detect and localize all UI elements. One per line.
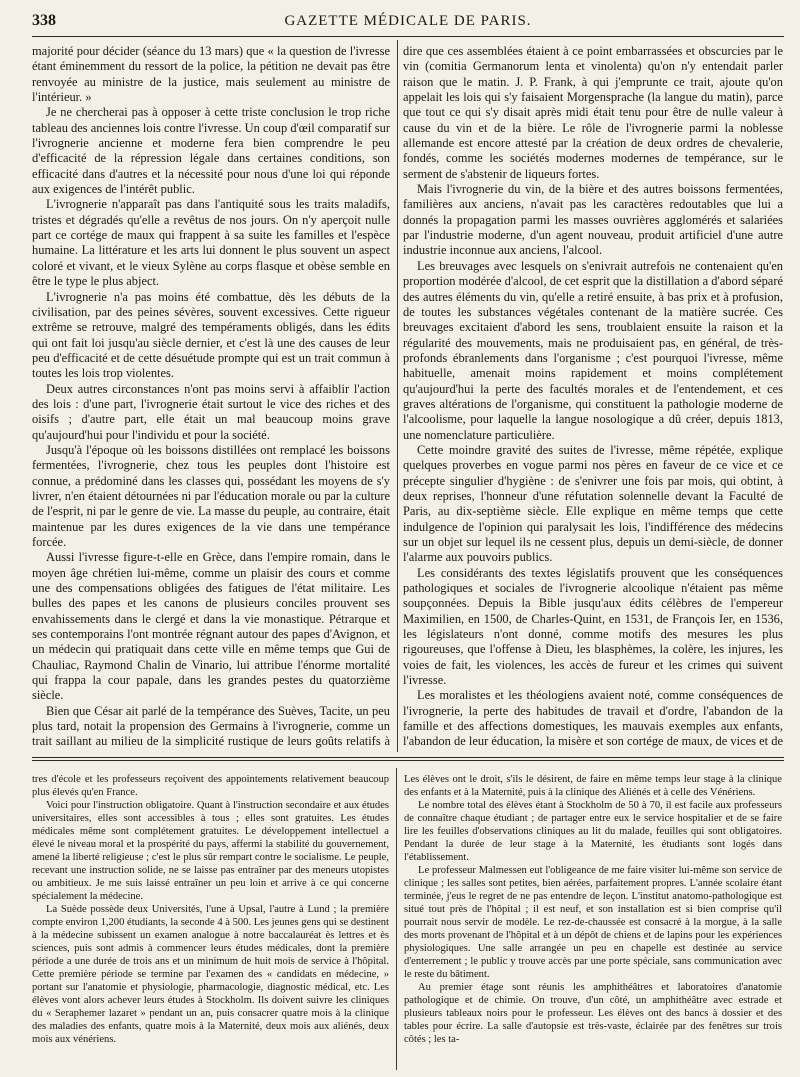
paragraph: Les élèves ont le droit, s'ils le désirent, de faire en même temps leur stage à la clinique des enfants et à la Maternité, puis à la clinique des Aliénés et à celle des Vénériens.: [404, 774, 782, 798]
page-number: 338: [32, 12, 56, 29]
column-divider: [397, 40, 398, 752]
lower-left-column: [32, 773, 389, 1069]
paragraph: Les moralistes et les théologiens avaient noté, comme conséquences de l'ivrognerie, la perte des habitudes de travail et d'ordre, l'abandon de la famille et des affections domestiques, les mauvais exemples aux enfants, l'abandon de leur éducation, la misère et son cortége de maux, de vices et de: [403, 688, 783, 749]
page-header: [32, 10, 784, 37]
paragraph: La Suède possède deux Universités, l'une à Upsal, l'autre à Lund ; la première compte environ 1,200 étudiants, la seconde 4 à 500. Les jeunes gens qui se destinent à la médecine subissent un examen analogue à notre baccalauréat ès lettres et ès sciences, puis sont admis à commencer leurs études médicales, dont la première période a une durée de trois ans et un minimum de huit mois de service à l'hôpital. Cette première période se termine par l'examen des « candidats en médecine, » portant sur l'anatomie et physiologie, pharmacologie, diagnostic médical, etc. Les élèves vont alors achever leurs études à Stockholm. Ils doivent suivre les cliniques du « Seraphemer lazaret » pendant un an, puis consacrer quatre mois à la clinique des maladies des enfants, quatre mois à la Maternité, deux mois aux aliénés, deux mois aux vénériens.: [32, 904, 389, 1045]
paragraph: Mais l'ivrognerie du vin, de la bière et des autres boissons fermentées, familières aux anciens, n'avait pas les caractères redoutables que lui a donnés la propagation parmi les masses ouvrières agglomérés et salariées par l'industrie moderne, d'un agent nouveau, produit artificiel d'une autre industrie inconnue aux anciens, l'alcool.: [403, 182, 783, 258]
paragraph: Cette moindre gravité des suites de l'ivresse, même répétée, explique quelques proverbes en vogue parmi nos pères en faveur de ce vice et ce précepte singulier d'hygiène : de s'enivrer une fois par mois, qui obtint, à deux reprises, l'honneur d'une réfutation solennelle devant la Faculté de Paris, au dix-septième siècle. Elle explique en même temps que cette indulgence de l'opinion qui paralysait les lois, l'indifférence des médecins sur un objet sur lequel ils ne cessent plus, depuis un demi-siècle, de donner l'alarme aux pouvoirs publics.: [403, 442, 783, 565]
paragraph: Voici pour l'instruction obligatoire. Quant à l'instruction secondaire et aux études universitaires, elles sont accessibles à tous ; elles sont gratuites. Les études médicales même sont complétement gratuites. Le développement intellectuel a élevé le niveau moral et la prospérité du pays, affermi la stabilité du gouvernement, amené la liberté religieuse ; c'est le plus sûr rempart contre le socialisme. Le peuple, recevant une instruction solide, ne se laisse pas entraîner par des meneurs utopistes ou ambitieux. Je me suis laissé entraîner un peu loin et arrive à ce qui concerne spécialement la médecine.: [32, 800, 389, 902]
paragraph: L'ivrognerie n'a pas moins été combattue, dès les débuts de la civilisation, par des peines sévères, souvent excessives. Cette rigueur extrême se retrouve, malgré des tempéraments obligés, dans les édits qui ont fait loi jusqu'au siècle dernier, et c'est là une des causes de leur peu d'efficacité et de cette désuétude prompte qui est un trait commun à toutes les lois trop violentes.: [32, 289, 390, 381]
lower-column-divider: [396, 768, 397, 1070]
paragraph: dire que ces assemblées étaient à ce point embarrassées et obscurcies par le vin (comitia Germanorum lenta et vinolenta) qu'on n'y entendait parler raison que le matin. J. P. Frank, à qui j'emprunte ce trait, ajoute qu'on appelait les lois qui s'y faisaient Morgensprache (la langue du matin), parce que tout ce qui s'y disait après midi était tenu pour être de nulle valeur à cause du vin et de la bière. Le rôle de l'ivrognerie parmi la noblesse allemande est encore attesté par la création de deux ordres de chevalerie, fondés, comme les sociétés modernes modernes de tempérance, sur le serment de s'abstenir de liqueurs fortes.: [403, 44, 783, 181]
paragraph: Aussi l'ivresse figure-t-elle en Grèce, dans l'empire romain, dans le moyen âge chrétien lui-même, comme un plaisir des cours et comme une des compensations obligées des fatigues de l'état militaire. Les bulles des papes et les canons de plusieurs conciles prouvent ses envahissements dans le clergé et dans la vie monastique. Pétrarque et ses contemporains l'ont montrée régnant autour des papes d'Avignon, et un médecin qui pratiquait dans cette ville en même temps que Gui de Chauliac, Raymond Chalin de Vinario, lui attribue l'énorme mortalité qui frappa la cour papale, dans les grandes pestes du quatorzième siècle.: [32, 550, 390, 703]
paragraph: Bien que César ait parlé de la tempérance des Suèves, Tacite, un peu plus tard, notait la propension des Germains à l'ivrognerie, comme un trait saillant au milieu de la simplicité rustique de leurs goûts relatifs à: [32, 703, 390, 749]
paragraph: Le nombre total des élèves étant à Stockholm de 50 à 70, il est facile aux professeurs de connaître chaque étudiant ; de partager entre eux le service hospitalier et de se faire lire les feuilles d'observations cliniques au lit du malade, feuilles qui sont obligatoires. Pendant la durée de leur stage à la Maternité, les étudiants sont logés dans l'établissement.: [404, 800, 782, 863]
paragraph: tres d'école et les professeurs reçoivent des appointements relativement beaucoup plus élevés qu'en France.: [32, 774, 389, 798]
section-divider: [32, 757, 784, 758]
paragraph: Je ne chercherai pas à opposer à cette triste conclusion le trop riche tableau des anciennes lois contre l'ivresse. Un coup d'œil comparatif sur l'ivrognerie ancienne et moderne fera bien comprendre le peu d'efficacité de la répression légale dans certaines conditions, son efficacité dans d'autres et la nécessité pour nous d'une loi qui réponde aux exigences de l'intérêt public.: [32, 105, 390, 197]
upper-right-column: [403, 44, 783, 749]
upper-left-column: [32, 44, 390, 749]
paragraph: Les breuvages avec lesquels on s'enivrait autrefois ne contenaient qu'en proportion modérée d'alcool, de cet esprit que la distillation a d'abord séparé des autres éléments du vin, qu'elle a retiré ensuite, à bas prix et à profusion, de toutes les substances végétales contenant de la matière sucrée. Ces breuvages excitaient d'abord les sens, troublaient ensuite la raison et la régularité des mouvements, mais ne produisaient pas, en général, de très-profonds ébranlements dans l'organisme ; c'est pourquoi l'ivresse, même habituelle, amenait moins rapidement et moins complétement qu'aujourd'hui la perte des facultés morales et de l'entendement, et ces graves altérations de l'organisme, qui constituent la pathologie moderne de l'alcoolisme, pour laquelle la langue nosologique a dû créer, depuis 1813, une nomenclature particulière.: [403, 258, 783, 442]
paragraph: L'ivrognerie n'apparaît pas dans l'antiquité sous les traits maladifs, tristes et dégradés qu'elle a revêtus de nos jours. On n'y aperçoit nulle part ce cortége de maux qui frappent à sa suite les familles et l'espèce humaine. La littérature et les arts lui donnent le plus souvent un aspect coloré et vivant, et le vieux Sylène au corps flasque et obèse semble en être le type le plus abject.: [32, 197, 390, 289]
paragraph: Les considérants des textes législatifs prouvent que les conséquences pathologiques et sociales de l'ivrognerie alcoolique n'étaient pas même soupçonnées. Depuis la Bible jusqu'aux édits célèbres de l'empereur Maximilien, en 1500, de Charles-Quint, en 1531, de François Ier, en 1536, les législateurs n'ont donné, comme motifs des mesures les plus rigoureuses, que l'offense à Dieu, les blasphèmes, la colère, les injures, les voies de fait, les violences, les accès de fureur et les crimes qui suivent l'ivresse.: [403, 565, 783, 688]
paragraph: Au premier étage sont réunis les amphithéâtres et laboratoires d'anatomie pathologique et de chimie. On trouve, d'un côté, un amphithéâtre avec estrade et plusieurs tableaux noirs pour le professeur. Les élèves ont des bancs à dossier et des tables pour écrire. La salle d'autopsie est très-vaste, éclairée par des fenêtres sur trois côtés ; les ta-: [404, 982, 782, 1045]
section-divider-thin: [32, 760, 784, 761]
journal-title: GAZETTE MÉDICALE DE PARIS.: [284, 13, 532, 29]
paragraph: majorité pour décider (séance du 13 mars) que « la question de l'ivresse étant éminemment du ressort de la police, la pétition ne devait pas être renvoyée au ministre de la justice, mais seulement au ministre de l'intérieur. »: [32, 44, 390, 105]
paragraph: Deux autres circonstances n'ont pas moins servi à affaiblir l'action des lois : d'une part, l'ivrognerie était surtout le vice des riches et des oisifs ; d'autre part, elle était un mal beaucoup moins grave qu'aujourd'hui pour l'individu et pour la société.: [32, 381, 390, 442]
paragraph: Le professeur Malmessen eut l'obligeance de me faire visiter lui-même son service de clinique ; les salles sont petites, bien aérées, parfaitement propres. L'année scolaire étant terminée, j'eus le regret de ne pas entendre de leçon. L'institut anatomo-pathologique est situé tout près de l'hôpital ; il est neuf, et son installation est si bien comprise qu'il pourrait nous servir de modèle. Le rez-de-chaussée est consacré à la morgue, à la salle des morts provenant de l'hôpital et à un dépôt de chiens et de lapins pour les expériences physiologiques. Une salle arrangée un peu en chapelle est destinée au service d'enterrement ; le public y trouve accès par une porte spéciale, sans communication avec le reste du bâtiment.: [404, 865, 782, 980]
paragraph: Jusqu'à l'époque où les boissons distillées ont remplacé les boissons fermentées, l'ivrognerie, chez tous les peuples dont l'histoire est connue, a prédominé dans les classes qui, possédant les moyens de s'y livrer, n'en étaient détournées ni par l'éducation morale ou par la culture de l'esprit, ni par le genre de vie. La masse du peuple, au contraire, était maintenue par les dures exigences de la vie dans une tempérance forcée.: [32, 442, 390, 549]
lower-right-column: [404, 773, 782, 1069]
